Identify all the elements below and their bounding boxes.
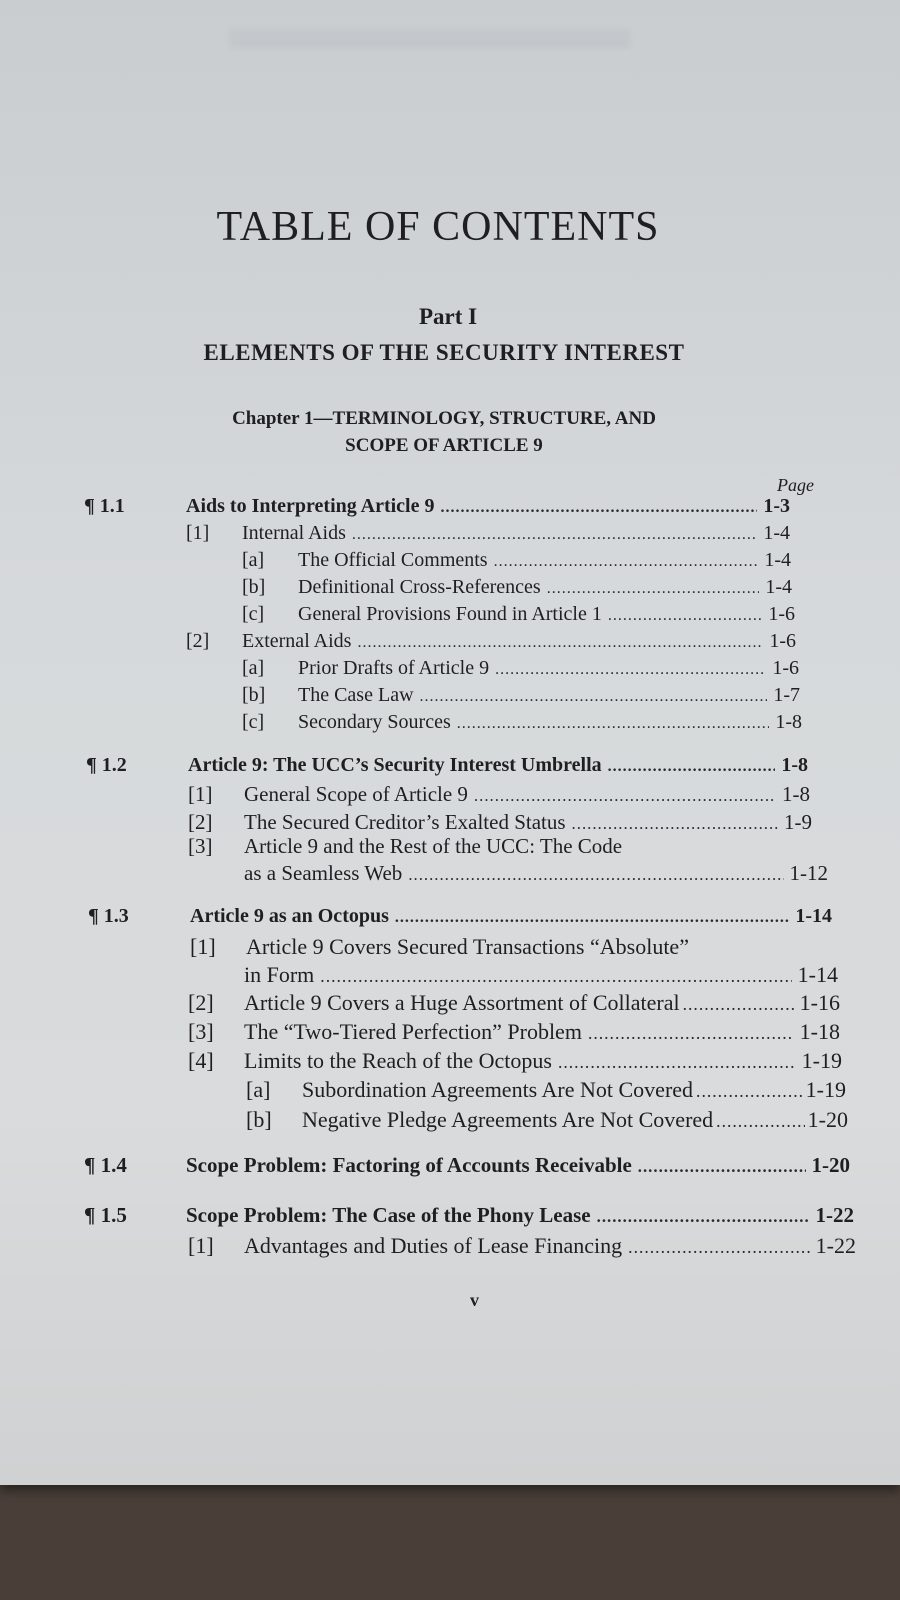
item-title-continued: as a Seamless Web bbox=[244, 861, 403, 885]
item-number: [3] bbox=[188, 834, 213, 858]
page-number: 1-14 bbox=[797, 962, 838, 987]
leader-dots bbox=[395, 909, 789, 927]
section-title: Article 9: The UCC’s Security Interest Umbrella bbox=[188, 754, 602, 776]
page-number: 1-6 bbox=[772, 657, 799, 679]
chapter-line-1: Chapter 1—TERMINOLOGY, STRUCTURE, AND bbox=[232, 408, 656, 429]
page-number: 1-16 bbox=[799, 990, 840, 1015]
item-title: Article 9 Covers Secured Transactions “Absolute” bbox=[246, 934, 689, 959]
toc-entry bbox=[244, 861, 828, 886]
item-title: Internal Aids bbox=[242, 522, 346, 544]
toc-entry-first-line bbox=[188, 834, 622, 859]
page-number: 1-4 bbox=[764, 549, 791, 571]
item-title: General Scope of Article 9 bbox=[244, 782, 468, 806]
toc-entry bbox=[246, 1077, 846, 1103]
page-number: 1-22 bbox=[815, 1233, 856, 1258]
item-number: [c] bbox=[242, 603, 265, 625]
item-number: [1] bbox=[188, 782, 213, 806]
toc-section-1-3 bbox=[88, 905, 832, 928]
toc-section-1-2 bbox=[86, 754, 808, 777]
page-column-header: Page bbox=[777, 475, 814, 495]
item-number: [a] bbox=[242, 549, 265, 571]
toc-section-1-4 bbox=[84, 1153, 850, 1178]
page-number: 1-4 bbox=[765, 576, 792, 598]
page-number: 1-9 bbox=[784, 810, 812, 834]
leader-dots bbox=[588, 1023, 794, 1044]
item-title: Negative Pledge Agreements Are Not Covered bbox=[302, 1107, 714, 1132]
toc-entry bbox=[188, 1233, 856, 1259]
toc-entry bbox=[242, 549, 791, 572]
item-title: The “Two-Tiered Perfection” Problem bbox=[244, 1019, 582, 1044]
item-title-continued: in Form bbox=[244, 962, 315, 987]
section-marker: ¶ 1.2 bbox=[86, 754, 127, 776]
toc-entry bbox=[186, 630, 796, 653]
toc-entry bbox=[188, 810, 812, 835]
leader-dots bbox=[420, 688, 768, 706]
section-marker: ¶ 1.4 bbox=[84, 1153, 127, 1177]
toc-entry bbox=[188, 1048, 842, 1074]
leader-dots bbox=[558, 1052, 796, 1073]
toc-entry bbox=[188, 990, 840, 1016]
item-number: [2] bbox=[188, 990, 214, 1015]
page-title: TABLE OF CONTENTS bbox=[216, 204, 660, 250]
toc-entry bbox=[188, 782, 810, 807]
page-number: 1-12 bbox=[789, 861, 828, 885]
toc-entry-first-line bbox=[190, 934, 689, 960]
page-number: 1-4 bbox=[763, 522, 790, 544]
leader-dots bbox=[716, 1111, 805, 1132]
leader-dots bbox=[352, 526, 757, 544]
part-label: Part I bbox=[418, 304, 478, 329]
leader-dots bbox=[495, 661, 766, 679]
leader-dots bbox=[683, 994, 797, 1015]
leader-dots bbox=[608, 607, 762, 625]
leader-dots bbox=[638, 1157, 806, 1177]
page-number: 1-19 bbox=[801, 1048, 842, 1073]
toc-entry bbox=[246, 1107, 848, 1133]
item-title: The Official Comments bbox=[298, 549, 488, 571]
item-number: [b] bbox=[242, 576, 266, 598]
page-number: 1-3 bbox=[763, 495, 790, 517]
leader-dots bbox=[357, 634, 763, 652]
item-number: [c] bbox=[242, 711, 265, 733]
item-number: [a] bbox=[246, 1077, 271, 1102]
part-title: ELEMENTS OF THE SECURITY INTEREST bbox=[203, 340, 685, 365]
page-number: 1-6 bbox=[769, 630, 796, 652]
item-title: Definitional Cross-References bbox=[298, 576, 541, 598]
toc-entry bbox=[188, 1019, 840, 1045]
item-number: [1] bbox=[190, 934, 216, 959]
page-number: 1-22 bbox=[815, 1203, 854, 1227]
toc-entry bbox=[186, 522, 790, 545]
item-title: External Aids bbox=[242, 630, 352, 652]
page-folio: v bbox=[470, 1290, 479, 1310]
leader-dots bbox=[494, 553, 759, 571]
leader-dots bbox=[572, 814, 778, 834]
item-title: The Case Law bbox=[298, 684, 414, 706]
page-number: 1-6 bbox=[768, 603, 795, 625]
leader-dots bbox=[608, 758, 776, 776]
leader-dots bbox=[457, 715, 770, 733]
item-title: Limits to the Reach of the Octopus bbox=[244, 1048, 552, 1073]
toc-entry bbox=[242, 657, 799, 680]
item-title: Prior Drafts of Article 9 bbox=[298, 657, 490, 679]
page-number: 1-20 bbox=[811, 1153, 850, 1177]
item-title: The Secured Creditor’s Exalted Status bbox=[244, 810, 566, 834]
item-title: Advantages and Duties of Lease Financing bbox=[244, 1233, 623, 1258]
section-marker: ¶ 1.5 bbox=[84, 1203, 127, 1227]
item-title: Secondary Sources bbox=[298, 711, 451, 733]
chapter-line-2: SCOPE OF ARTICLE 9 bbox=[345, 435, 543, 456]
item-title: Article 9 and the Rest of the UCC: The Code bbox=[244, 834, 623, 858]
item-number: [3] bbox=[188, 1019, 214, 1044]
section-marker: ¶ 1.1 bbox=[84, 495, 125, 517]
page-number: 1-14 bbox=[795, 905, 832, 927]
item-number: [1] bbox=[188, 1233, 214, 1258]
section-title: Scope Problem: The Case of the Phony Lease bbox=[186, 1203, 591, 1227]
section-title: Article 9 as an Octopus bbox=[190, 905, 389, 927]
leader-dots bbox=[441, 499, 758, 517]
leader-dots bbox=[597, 1207, 810, 1227]
item-number: [2] bbox=[188, 810, 213, 834]
toc-entry bbox=[242, 576, 792, 599]
page-number: 1-8 bbox=[775, 711, 802, 733]
section-title: Scope Problem: Factoring of Accounts Receivable bbox=[186, 1153, 632, 1177]
page-number: 1-18 bbox=[799, 1019, 840, 1044]
leader-dots bbox=[628, 1237, 810, 1258]
item-number: [b] bbox=[242, 684, 266, 706]
item-title: Article 9 Covers a Huge Assortment of Collateral bbox=[244, 990, 680, 1015]
toc-entry bbox=[242, 711, 802, 734]
toc-entry bbox=[242, 603, 795, 626]
toc-entry bbox=[242, 684, 800, 707]
chapter-heading bbox=[0, 405, 900, 459]
leader-dots bbox=[408, 865, 783, 885]
page-number: 1-7 bbox=[773, 684, 800, 706]
item-number: [4] bbox=[188, 1048, 214, 1073]
page-number: 1-19 bbox=[805, 1077, 846, 1102]
item-number: [b] bbox=[246, 1107, 272, 1132]
leader-dots bbox=[474, 786, 776, 806]
page-number: 1-8 bbox=[781, 754, 808, 776]
toc-section-1-5 bbox=[84, 1203, 854, 1228]
toc-section-1-1 bbox=[84, 495, 790, 518]
item-number: [2] bbox=[186, 630, 210, 652]
leader-dots bbox=[696, 1081, 803, 1102]
section-title: Aids to Interpreting Article 9 bbox=[186, 495, 435, 517]
section-marker: ¶ 1.3 bbox=[88, 905, 129, 927]
toc-entry bbox=[244, 962, 838, 988]
item-title: General Provisions Found in Article 1 bbox=[298, 603, 602, 625]
page-number: 1-20 bbox=[807, 1107, 848, 1132]
item-number: [a] bbox=[242, 657, 265, 679]
bleed-through-shadow bbox=[230, 30, 630, 48]
page-number: 1-8 bbox=[782, 782, 810, 806]
leader-dots bbox=[320, 966, 791, 987]
leader-dots bbox=[547, 580, 760, 598]
item-title: Subordination Agreements Are Not Covered bbox=[302, 1077, 694, 1102]
item-number: [1] bbox=[186, 522, 210, 544]
